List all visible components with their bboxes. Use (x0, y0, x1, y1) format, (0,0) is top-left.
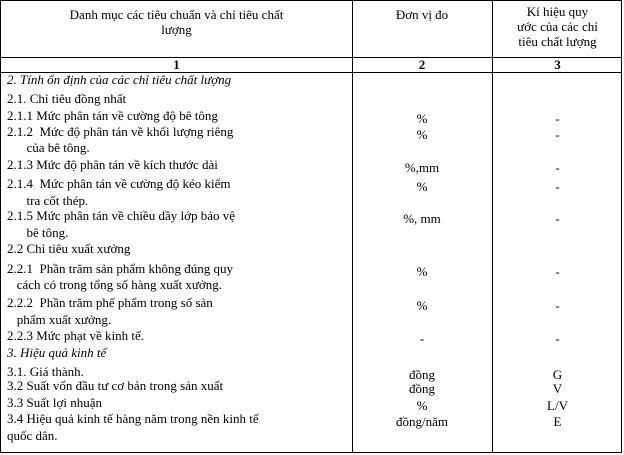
row-symbol: G (552, 367, 563, 382)
row-symbol: - (555, 179, 560, 194)
row-unit: - (419, 331, 425, 346)
row-label: 2.2.1 Phần trăm sản phẩm không đúng quy (7, 261, 234, 276)
row-unit: đồng (409, 381, 435, 396)
row-label: 2. Tính ổn định của các chỉ tiêu chất lượng (7, 72, 232, 87)
row-unit: % (416, 127, 428, 142)
column-number-2: 2 (418, 57, 426, 72)
row-label: 3.4 Hiệu quả kinh tế hàng năm trong nền kinh tế (7, 411, 259, 426)
row-unit: %,mm (404, 160, 440, 175)
header-col1-line: lượng (161, 22, 192, 37)
row-label: 2.1. Chỉ tiêu đồng nhất (7, 91, 127, 106)
row-unit: % (416, 298, 428, 313)
row-label: 2.1.1 Mức phân tán về cường độ bê tông (7, 108, 218, 123)
row-symbol: - (555, 127, 560, 142)
row-label: 2.1.4 Mức phân tán về cường độ kéo kiểm (7, 176, 231, 191)
row-label: 2.2.2 Phần trăm phế phẩm trong số sản (7, 295, 213, 310)
row-symbol: - (555, 298, 560, 313)
row-symbol: V (552, 381, 563, 396)
row-label: 2.1.2 Mức độ phân tán về khối lượng riêng (7, 124, 234, 139)
row-symbol: - (555, 211, 560, 226)
row-label: cách có trong tổng số hàng xuất xưởng. (7, 277, 223, 292)
row-symbol: - (555, 331, 560, 346)
row-label: 2.2.3 Mức phạt về kinh tế. (7, 328, 145, 343)
header-col1-line: Danh mục các tiêu chuẩn và chỉ tiêu chất (69, 7, 284, 22)
row-unit: đồng (409, 367, 435, 382)
header-col3-line: Kí hiệu quy (526, 4, 589, 19)
column-number-3: 3 (554, 57, 561, 72)
header-col3 (492, 4, 623, 49)
row-unit: % (416, 179, 428, 194)
row-symbol: - (555, 160, 560, 175)
row-label: 3.1. Giá thành. (7, 364, 84, 379)
column-number-1: 1 (173, 57, 180, 72)
row-label: 2.2 Chỉ tiêu xuất xưởng (7, 241, 131, 256)
row-label: 3.3 Suất lợi nhuận (7, 395, 102, 410)
row-label: 2.1.3 Mức độ phân tán về kích thước dài (7, 157, 218, 172)
row-symbol: L/V (547, 398, 568, 413)
row-symbol: - (555, 264, 560, 279)
row-unit: đồng/năm (396, 414, 448, 429)
row-unit: % (416, 264, 428, 279)
row-label: của bê tông. (7, 140, 90, 155)
row-label: 3. Hiệu quả kinh tế (7, 345, 107, 360)
header-col3-line: tiêu chất lượng (518, 34, 597, 49)
row-symbol: E (553, 414, 562, 429)
row-unit: % (416, 398, 428, 413)
row-label: bê tông. (7, 225, 69, 240)
header-col2: Đơn vị đo (395, 7, 449, 22)
header-col1 (1, 7, 352, 37)
row-label: 2.1.5 Mức phân tán về chiều dầy lớp bảo vệ (7, 208, 235, 223)
row-label: tra cốt thép. (7, 193, 89, 208)
row-label: quốc dân. (7, 428, 58, 443)
row-unit: %, mm (403, 211, 441, 226)
row-unit: % (416, 111, 428, 126)
header-col3-line: ước của các chỉ (517, 19, 598, 34)
row-symbol: - (555, 111, 560, 126)
row-label: 3.2 Suất vốn đầu tư cơ bản trong sản xuất (7, 378, 224, 393)
row-label: phẩm xuất xưởng. (7, 312, 112, 327)
